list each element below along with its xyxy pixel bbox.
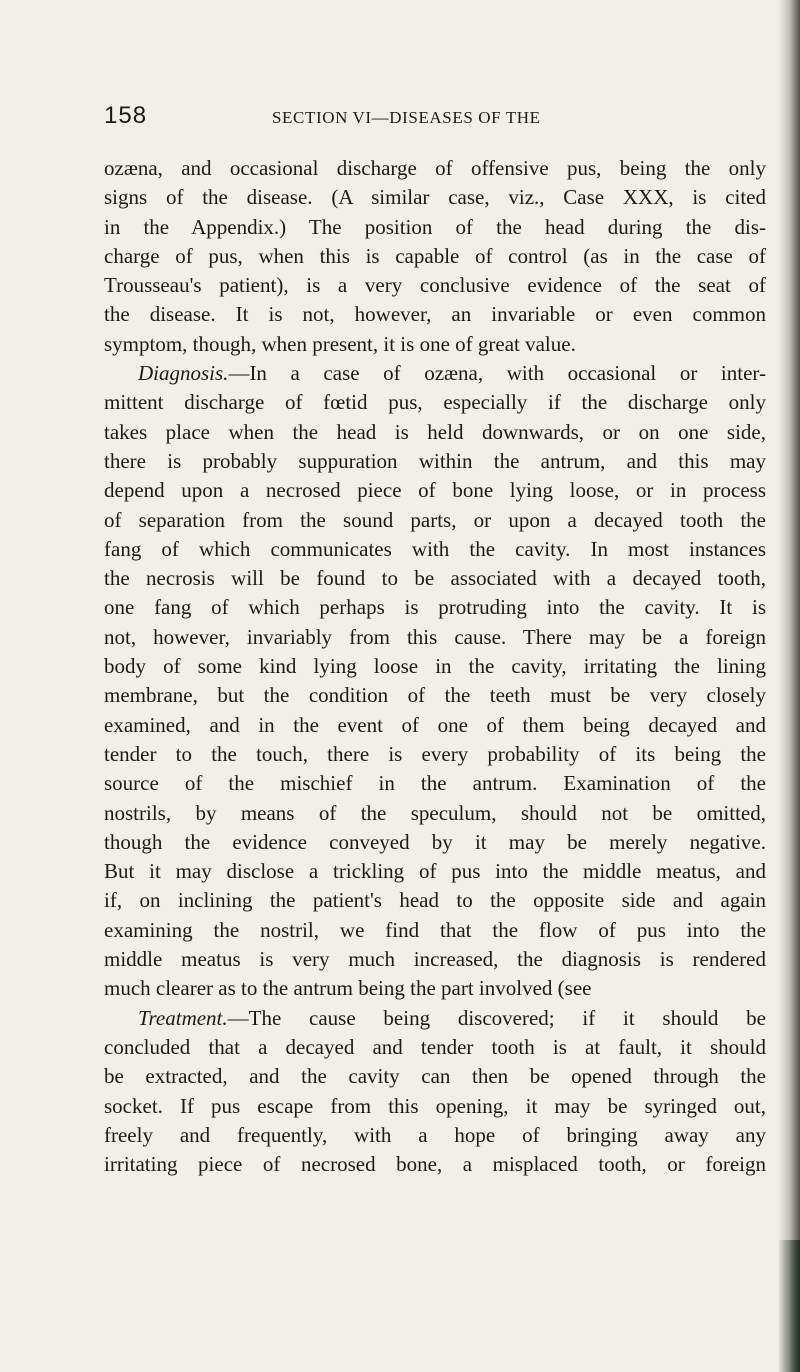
text-line: irritating piece of necrosed bone, a misplaced tooth, or foreign — [104, 1152, 766, 1177]
text-line: depend upon a necrosed piece of bone lying loose, or in process — [104, 478, 766, 503]
text-line: symptom, though, when present, it is one of great value. — [104, 331, 576, 356]
running-head-title: SECTION VI—DISEASES OF THE — [272, 108, 541, 127]
text-line: freely and frequently, with a hope of bringing away any — [104, 1122, 766, 1147]
diagnosis-heading: Diagnosis. — [138, 361, 229, 386]
text-line: signs of the disease. (A similar case, viz., Case XXX, is cited — [104, 185, 766, 210]
text-line: concluded that a decayed and tender tooth is at fault, it should — [104, 1034, 766, 1059]
text-line: nostrils, by means of the speculum, should not be omitted, — [104, 800, 766, 825]
text-line: takes place when the head is held downwards, or on one side, — [104, 419, 766, 444]
text-line: there is probably suppuration within the antrum, and this may — [104, 448, 766, 473]
page-edge-tint — [778, 1240, 800, 1372]
text-line: examined, and in the event of one of them being decayed and — [104, 712, 766, 737]
page-number: 158 — [104, 102, 148, 129]
text-fragment: —The cause being discovered; if it should be — [227, 1005, 766, 1030]
text-line: tender to the touch, there is every probability of its being the — [104, 741, 766, 766]
text-line: Trousseau's patient), is a very conclusive evidence of the seat of — [104, 273, 766, 298]
text-line: source of the mischief in the antrum. Examination of the — [104, 771, 766, 796]
text-line: though the evidence conveyed by it may be merely negative. — [104, 829, 766, 854]
text-line: be extracted, and the cavity can then be opened through the — [104, 1064, 766, 1089]
text-line: charge of pus, when this is capable of control (as in the case of — [104, 243, 766, 268]
text-line: membrane, but the condition of the teeth must be very closely — [104, 683, 766, 708]
text-line: mittent discharge of fœtid pus, especially if the discharge only — [104, 390, 766, 415]
text-line: But it may disclose a trickling of pus into the middle meatus, and — [104, 859, 766, 884]
treatment-heading: Treatment. — [138, 1005, 228, 1030]
body-text — [104, 154, 766, 1179]
text-line: much clearer as to the antrum being the part involved (see — [104, 976, 592, 1001]
diagnosis-paragraph-start — [104, 359, 766, 388]
text-line: fang of which communicates with the cavity. In most instances — [104, 536, 766, 561]
text-line: the necrosis will be found to be associated with a decayed tooth, — [104, 566, 766, 591]
text-line: in the Appendix.) The position of the head during the dis- — [104, 214, 766, 239]
treatment-paragraph-start — [104, 1004, 766, 1033]
text-line: ozæna, and occasional discharge of offensive pus, being the only — [104, 156, 766, 180]
text-line: socket. If pus escape from this opening, it may be syringed out, — [104, 1093, 766, 1118]
text-fragment: —In a case of ozæna, with occasional or inter- — [228, 361, 766, 386]
text-line: of separation from the sound parts, or upon a decayed tooth the — [104, 507, 766, 532]
text-line: body of some kind lying loose in the cavity, irritating the lining — [104, 654, 766, 679]
text-line: not, however, invariably from this cause. There may be a foreign — [104, 624, 766, 649]
text-line: if, on inclining the patient's head to the opposite side and again — [104, 888, 766, 913]
text-line: middle meatus is very much increased, the diagnosis is rendered — [104, 947, 766, 972]
running-head — [104, 102, 754, 138]
page-edge-shadow — [778, 0, 800, 1372]
text-line: examining the nostril, we find that the flow of pus into the — [104, 917, 766, 942]
text-line: the disease. It is not, however, an invariable or even common — [104, 302, 766, 327]
text-line: one fang of which perhaps is protruding into the cavity. It is — [104, 595, 766, 620]
